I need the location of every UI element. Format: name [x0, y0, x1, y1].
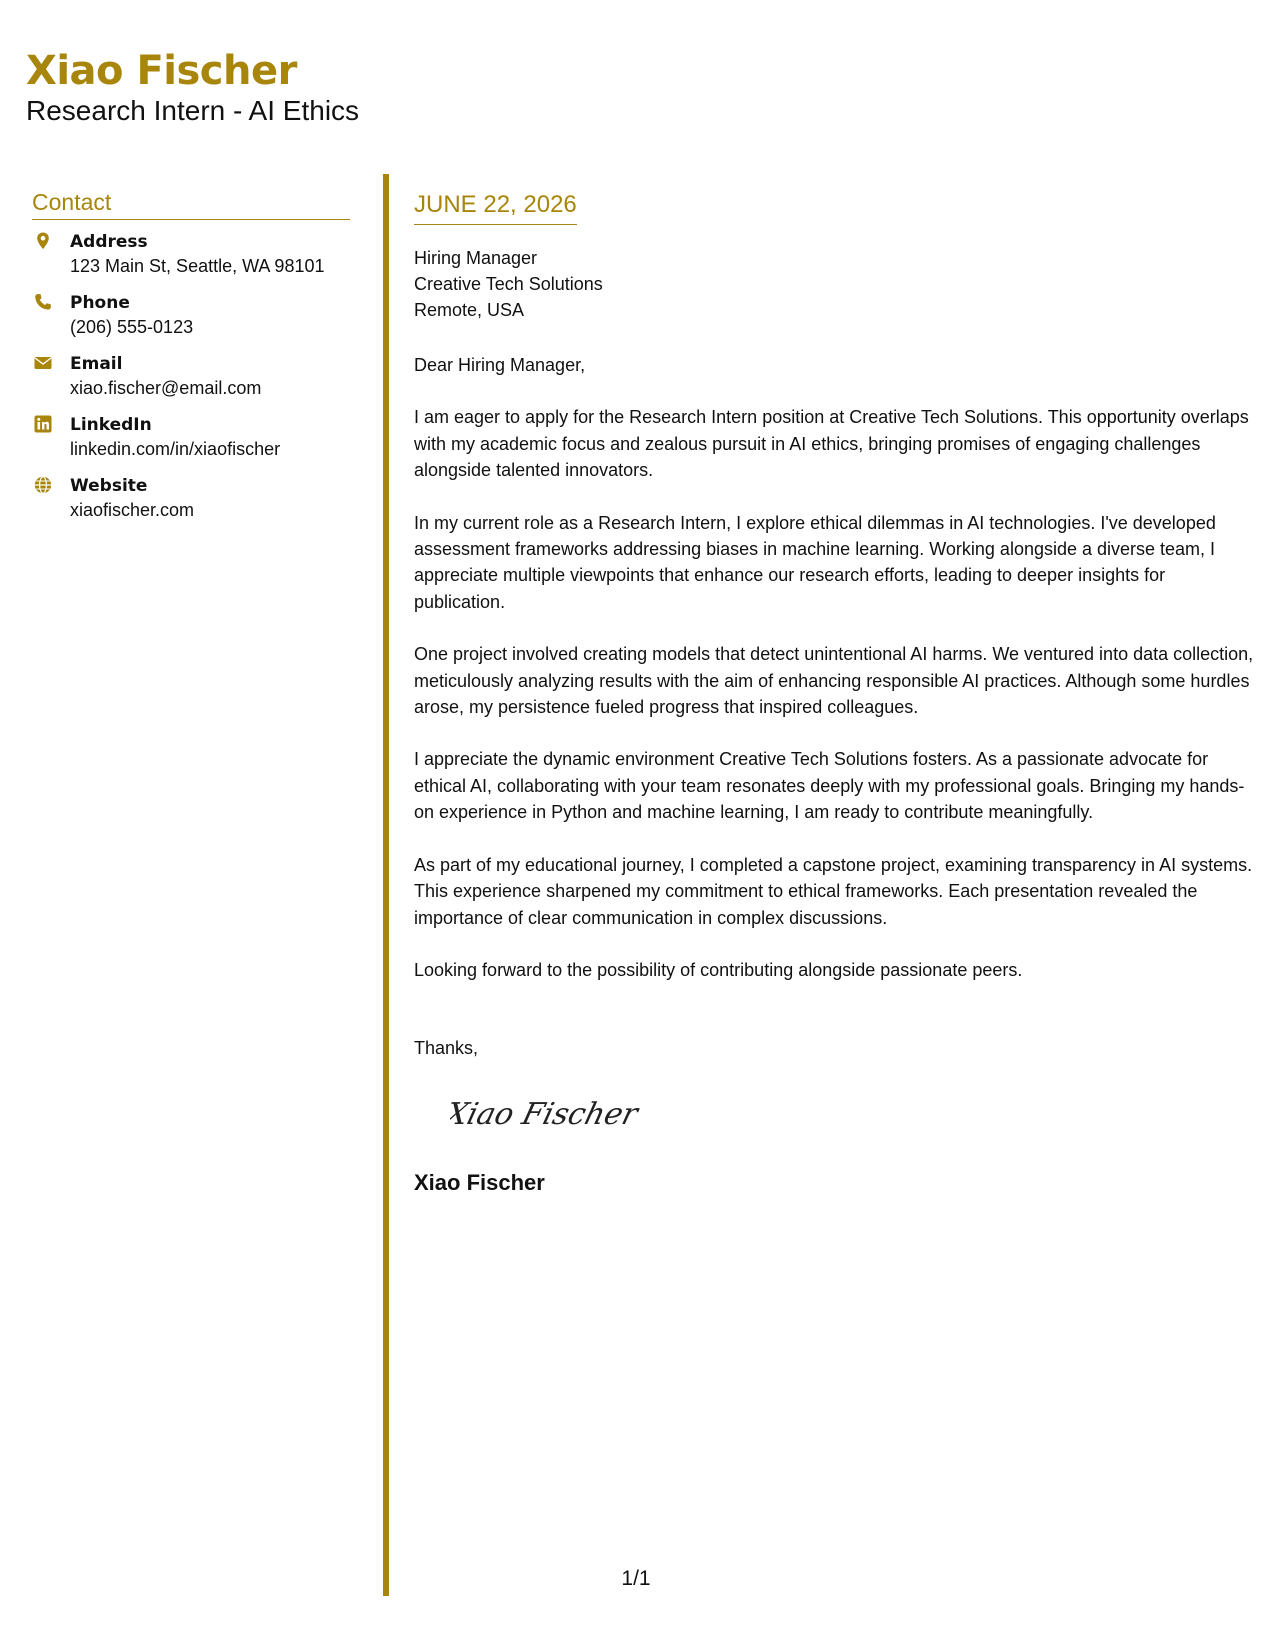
page-number: 1/1 [621, 1567, 651, 1590]
contact-value: (206) 555-0123 [70, 317, 194, 337]
letter-paragraph: I appreciate the dynamic environment Creative Tech Solutions fosters. As a passionate advocate for ethical AI, collaborating with your team resonates deeply with my professional goals. Bringing my hands-on experience in Python and machine learning, I am ready to contribute meaningfully. [414, 749, 1245, 823]
contact-label: Phone [70, 293, 130, 313]
contact-sidebar [32, 188, 350, 535]
svg-text:Xiao Fischer: Xiao Fischer [450, 1097, 642, 1132]
globe-icon [34, 476, 52, 494]
map-pin-icon [34, 232, 52, 250]
header [26, 48, 359, 128]
letter-paragraph: In my current role as a Research Intern, I explore ethical dilemmas in AI technologies. I've developed assessment frameworks addressing biases in machine learning. Working alongside a diverse team, I appreciate multiple viewpoints that enhance our research efforts, leading to deeper insights for publication. [414, 512, 1216, 612]
linkedin-icon [34, 415, 52, 433]
column-divider [383, 174, 389, 1596]
applicant-name: Xiao Fischer [26, 48, 297, 94]
contact-label: Website [70, 476, 148, 496]
letter-paragraph: One project involved creating models that detect unintentional AI harms. We ventured into data collection, meticulously analyzing results with the aim of enhancing responsible AI practices. Although some hurdles arose, my persistence fueled progress that inspired colleagues. [414, 644, 1254, 718]
salutation: Dear Hiring Manager, [414, 355, 586, 375]
envelope-icon [34, 354, 52, 372]
recipient-block [414, 245, 1254, 323]
contact-heading: Contact [32, 188, 350, 220]
contact-email [32, 352, 350, 400]
contact-label: LinkedIn [70, 415, 152, 435]
applicant-role: Research Intern - AI Ethics [26, 95, 360, 126]
contact-linkedin [32, 413, 350, 461]
phone-icon [34, 293, 52, 311]
letter-body [414, 190, 1254, 1197]
letter-date: JUNE 22, 2026 [414, 190, 577, 225]
contact-label: Email [70, 354, 123, 374]
contact-value: xiaofischer.com [70, 500, 195, 520]
letter-paragraph: As part of my educational journey, I completed a capstone project, examining transparency in AI systems. This experience sharpened my commitment to ethical frameworks. Each presentation revealed the importance of clear communication in complex discussions. [414, 854, 1253, 928]
contact-label: Address [70, 232, 148, 252]
contact-website [32, 474, 350, 522]
contact-address [32, 230, 350, 278]
recipient-line: Creative Tech Solutions [414, 274, 603, 294]
closing: Thanks, [414, 1038, 479, 1059]
contact-value: 123 Main St, Seattle, WA 98101 [70, 256, 325, 276]
contact-phone [32, 291, 350, 339]
recipient-line: Hiring Manager [414, 248, 538, 268]
contact-value: linkedin.com/in/xiaofischer [70, 439, 281, 459]
letter-paragraph: I am eager to apply for the Research Intern position at Creative Tech Solutions. This opportunity overlaps with my academic focus and zealous pursuit in AI ethics, bringing promises of engaging challenges alongside talented innovators. [414, 407, 1249, 481]
signed-name: Xiao Fischer [414, 1170, 545, 1196]
handwritten-signature [450, 1092, 650, 1136]
contact-value: xiao.fischer@email.com [70, 378, 262, 398]
recipient-line: Remote, USA [414, 300, 525, 320]
letter-paragraph: Looking forward to the possibility of contributing alongside passionate peers. [414, 959, 1023, 980]
